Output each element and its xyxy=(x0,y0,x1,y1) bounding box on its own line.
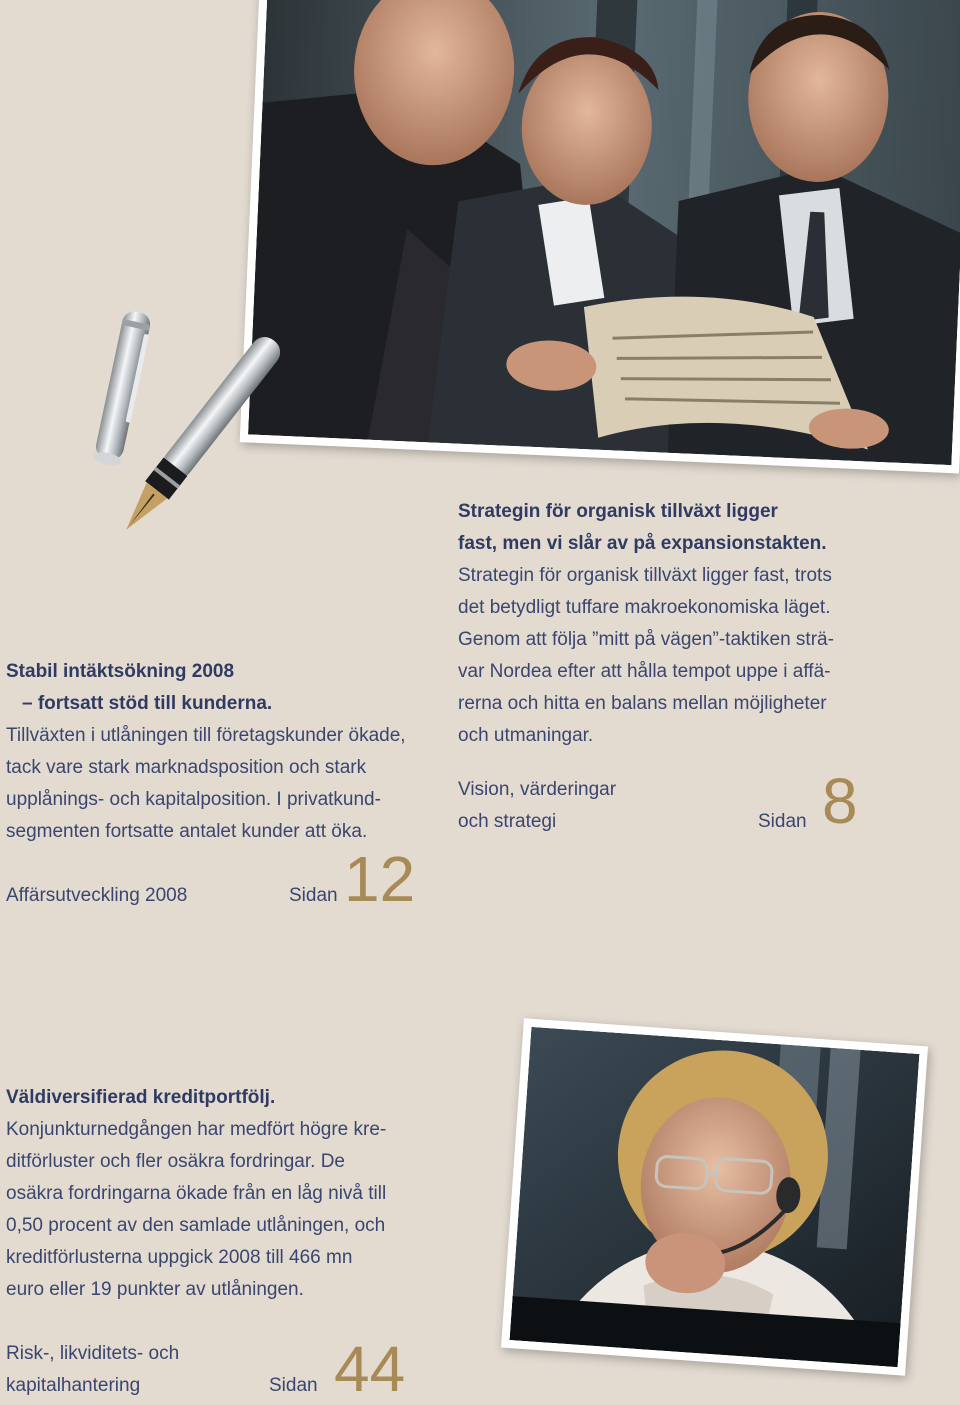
credit-body-line: ditförluster och fler osäkra fordringar. De xyxy=(6,1151,345,1172)
business-page-label: Sidan xyxy=(289,885,338,906)
trader-photo xyxy=(501,1018,928,1375)
strategy-section xyxy=(458,496,878,752)
credit-body-line: osäkra fordringarna ökade från en låg nivå till xyxy=(6,1183,387,1204)
credit-body-line: euro eller 19 punkter av utlåningen. xyxy=(6,1279,304,1300)
strategy-ref-line1: Vision, värderingar xyxy=(458,779,617,800)
business-team-illustration xyxy=(248,0,960,465)
business-body-line: Tillväxten i utlåningen till företagskunder ökade, xyxy=(6,725,406,746)
strategy-body-line: Genom att följa ”mitt på vägen”-taktiken strä- xyxy=(458,629,834,650)
trader-illustration xyxy=(510,1027,920,1367)
fountain-pen-icon xyxy=(60,300,280,560)
strategy-page-label: Sidan xyxy=(758,811,807,832)
strategy-heading-line1: Strategin för organisk tillväxt ligger xyxy=(458,501,778,522)
credit-body-line: Konjunkturnedgången har medfört högre kre- xyxy=(6,1119,387,1140)
strategy-body-line: det betydligt tuffare makroekonomiska läget. xyxy=(458,597,831,618)
credit-page-number: 44 xyxy=(334,1333,406,1405)
strategy-body-line: rerna och hitta en balans mellan möjligheter xyxy=(458,693,827,714)
credit-heading: Väldiversifierad kreditportfölj. xyxy=(6,1087,276,1108)
business-heading-line2: – fortsatt stöd till kunderna. xyxy=(22,693,273,714)
business-heading-line1: Stabil intäktsökning 2008 xyxy=(6,661,235,682)
business-reference[interactable]: Affärsutveckling 2008 xyxy=(6,885,188,906)
credit-ref-line1: Risk-, likviditets- och xyxy=(6,1343,180,1364)
business-page-number: 12 xyxy=(344,843,416,915)
credit-body-line: 0,50 procent av den samlade utlåningen, och xyxy=(6,1215,386,1236)
strategy-page-number: 8 xyxy=(822,765,858,837)
business-body-line: tack vare stark marknadsposition och stark xyxy=(6,757,367,778)
strategy-body-line: och utmaningar. xyxy=(458,725,594,746)
business-body-line: segmenten fortsatte antalet kunder att öka. xyxy=(6,821,368,842)
business-section xyxy=(6,656,426,848)
credit-body-line: kreditförlusterna uppgick 2008 till 466 mn xyxy=(6,1247,353,1268)
strategy-body-line: var Nordea efter att hålla tempot uppe i affä- xyxy=(458,661,831,682)
business-body-line: upplånings- och kapitalposition. I privatkund- xyxy=(6,789,381,810)
credit-section xyxy=(6,1082,426,1306)
strategy-heading-line2: fast, men vi slår av på expansionstakten. xyxy=(458,533,827,554)
strategy-ref-line2: och strategi xyxy=(458,811,557,832)
credit-ref-line2: kapitalhantering xyxy=(6,1375,141,1396)
credit-reference[interactable] xyxy=(6,1338,179,1402)
credit-page-label: Sidan xyxy=(269,1375,318,1396)
strategy-body-line: Strategin för organisk tillväxt ligger fast, trots xyxy=(458,565,832,586)
business-team-photo xyxy=(240,0,960,473)
strategy-reference[interactable] xyxy=(458,774,616,838)
